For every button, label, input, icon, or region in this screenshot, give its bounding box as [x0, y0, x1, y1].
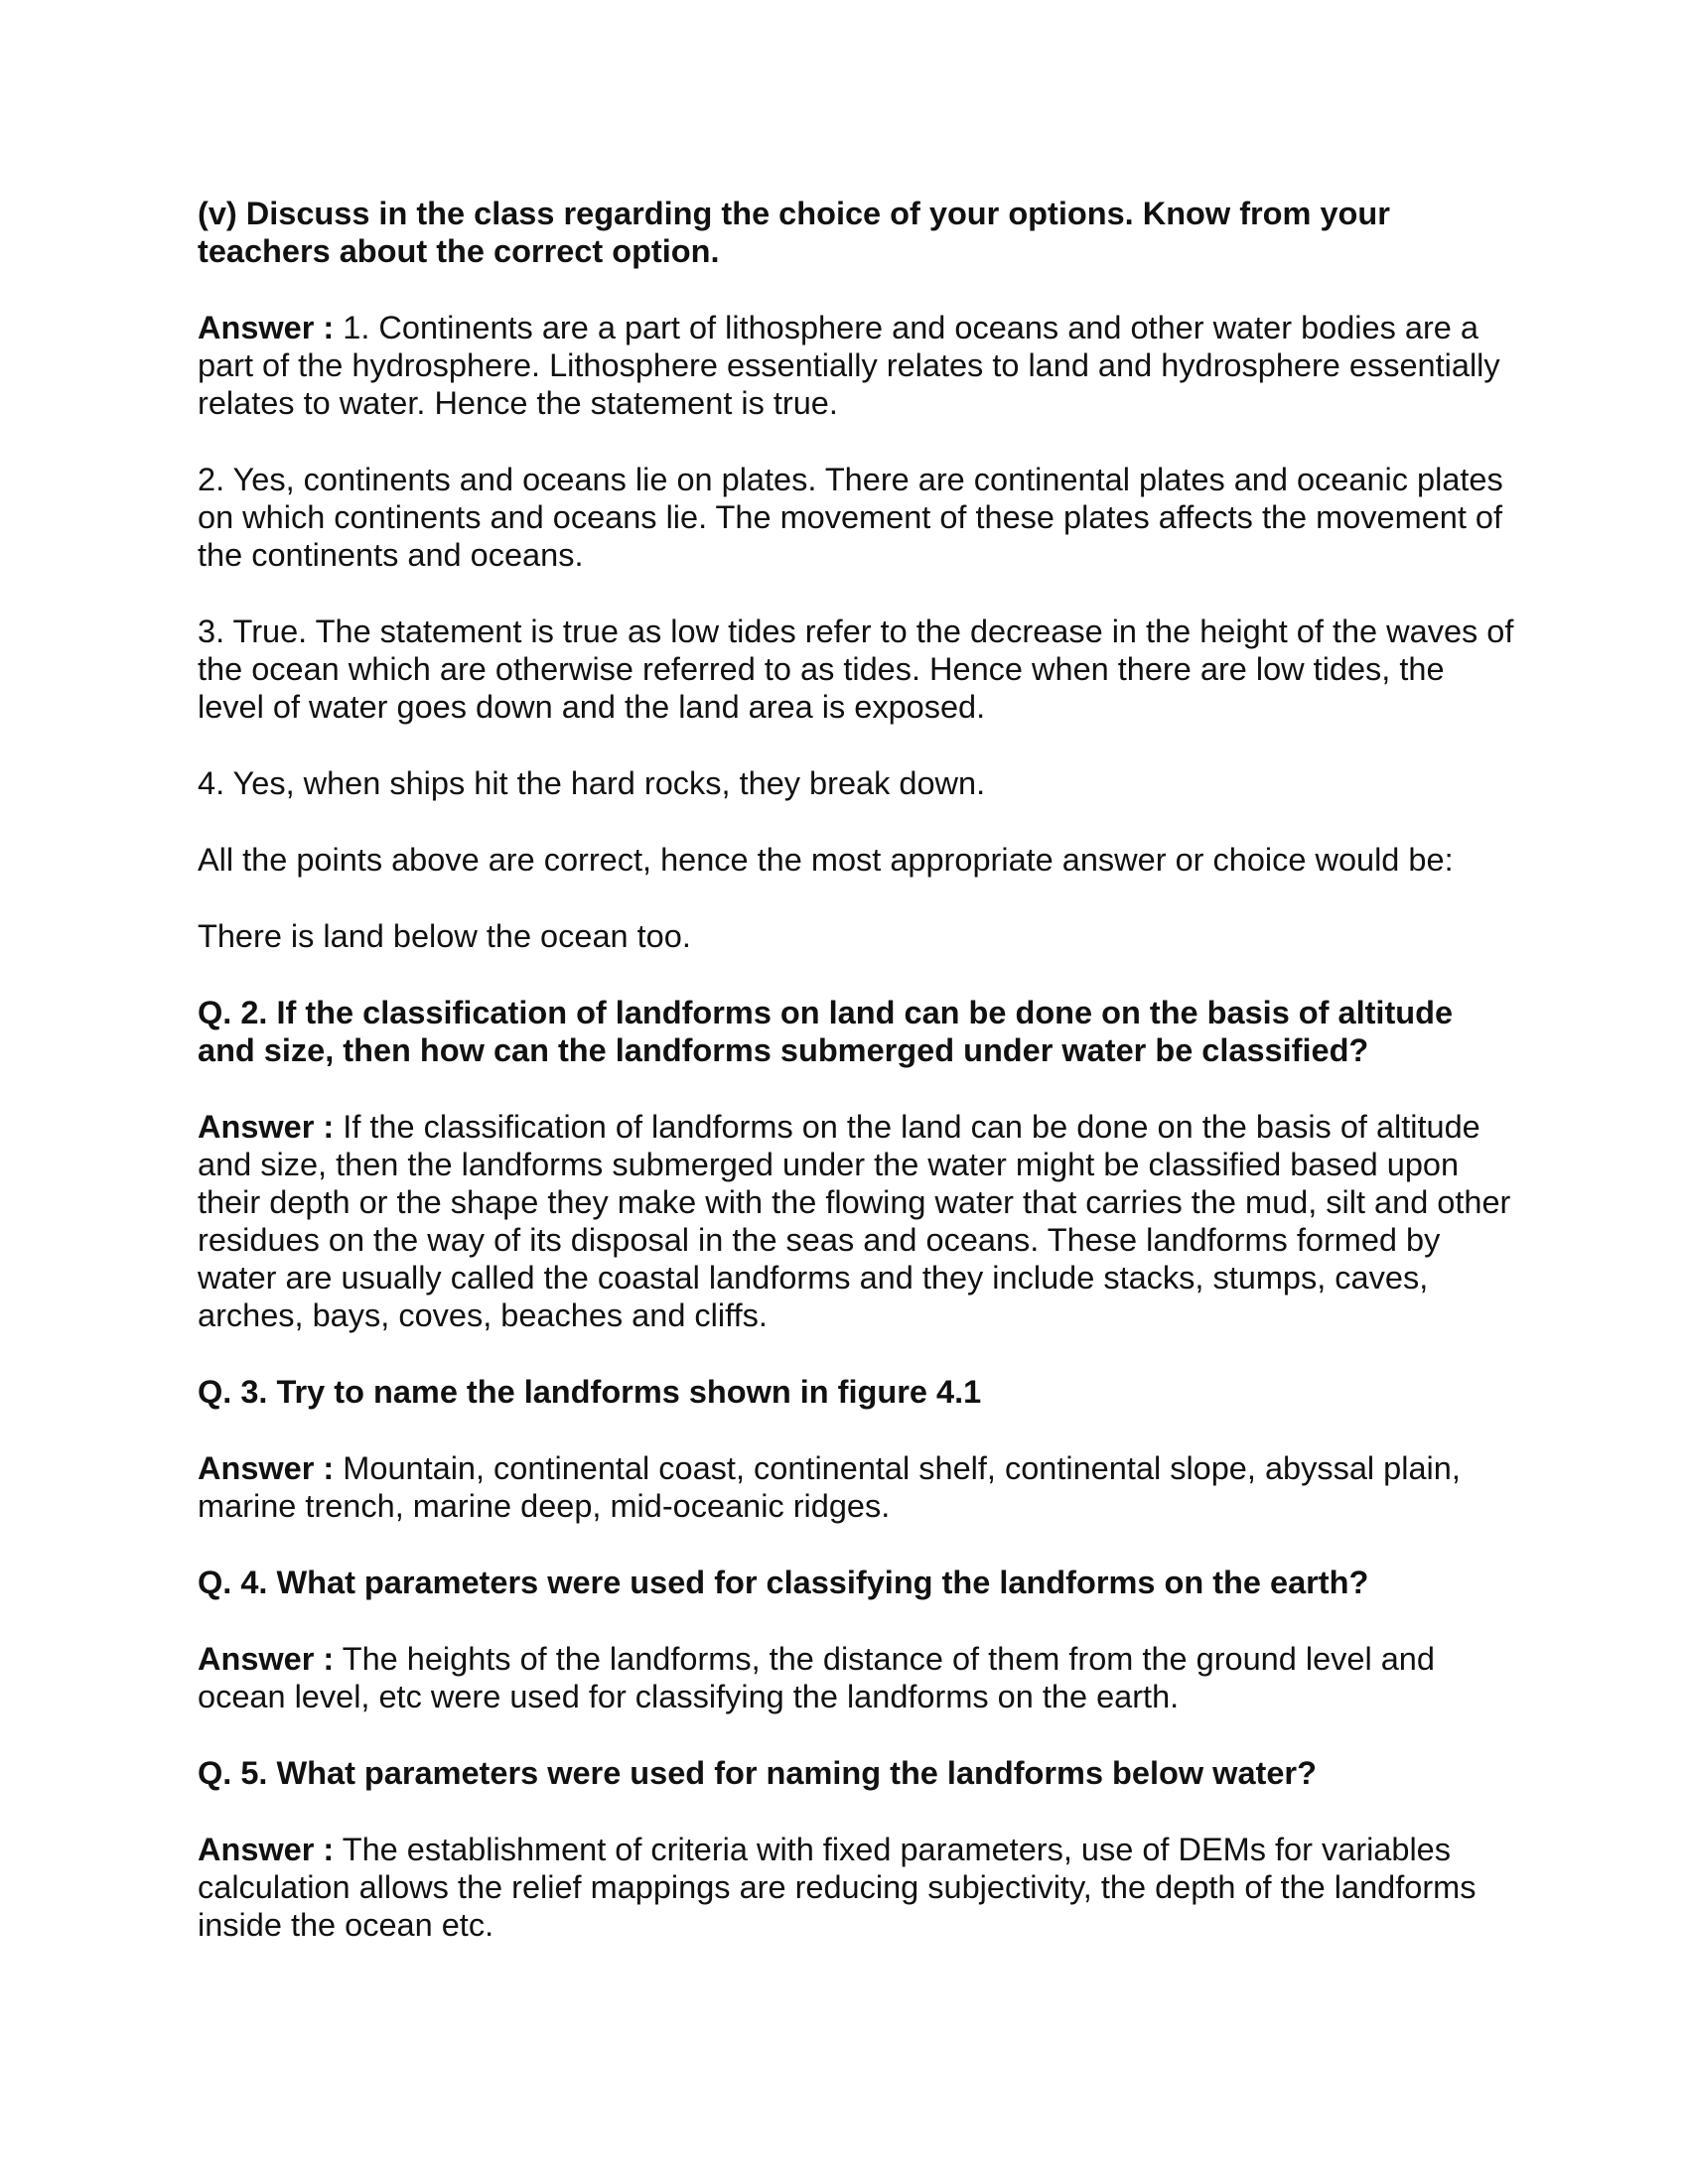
- answer-v-summary: All the points above are correct, hence the most appropriate answer or choice would be:: [198, 842, 1454, 878]
- question-3: Q. 3. Try to name the landforms shown in figure 4.1: [198, 1374, 982, 1410]
- answer-v-point-1: [198, 309, 1518, 422]
- answer-text: If the classification of landforms on the land can be done on the basis of altitude and size, then the landforms submerged under the water might be classified based upon their depth or the shape they make with the flowing water that carries the mud, silt and other residues on the way of its disposal in the seas and oceans. These landforms formed by water are usually called the coastal landforms and they include stacks, stumps, caves, arches, bays, coves, beaches and cliffs.: [198, 1109, 1511, 1333]
- answer-5: [198, 1831, 1518, 1944]
- answer-text: 1. Continents are a part of lithosphere and oceans and other water bodies are a part of the hydrosphere. Lithosphere essentially relates to land and hydrosphere essentially relates to water. Hence the statement is true.: [198, 310, 1500, 421]
- answer-label: Answer :: [198, 1450, 335, 1486]
- answer-text: Mountain, continental coast, continental shelf, continental slope, abyssal plain, marine trench, marine deep, mid-oceanic ridges.: [198, 1450, 1461, 1524]
- answer-v-point-4: 4. Yes, when ships hit the hard rocks, they break down.: [198, 765, 986, 801]
- question-2: Q. 2. If the classification of landforms on land can be done on the basis of altitude and size, then how can the landforms submerged under water be classified?: [198, 995, 1454, 1068]
- answer-v-conclusion: There is land below the ocean too.: [198, 918, 691, 954]
- document-page: [198, 195, 1518, 1982]
- question-v: (v) Discuss in the class regarding the choice of your options. Know from your teachers about the correct option.: [198, 196, 1390, 269]
- answer-label: Answer :: [198, 1641, 335, 1677]
- answer-text: The establishment of criteria with fixed parameters, use of DEMs for variables calculation allows the relief mappings are reducing subjectivity, the depth of the landforms inside the ocean etc.: [198, 1832, 1477, 1943]
- answer-text: The heights of the landforms, the distance of them from the ground level and ocean level, etc were used for classifying the landforms on the earth.: [198, 1641, 1435, 1714]
- answer-label: Answer :: [198, 310, 335, 345]
- answer-3: [198, 1449, 1518, 1525]
- answer-4: [198, 1640, 1518, 1715]
- question-5: Q. 5. What parameters were used for naming the landforms below water?: [198, 1755, 1317, 1791]
- question-4: Q. 4. What parameters were used for classifying the landforms on the earth?: [198, 1565, 1369, 1600]
- answer-label: Answer :: [198, 1109, 335, 1145]
- answer-v-point-2: 2. Yes, continents and oceans lie on plates. There are continental plates and oceanic plates on which continents and oceans lie. The movement of these plates affects the movement of the continents and oceans.: [198, 462, 1503, 573]
- answer-2: [198, 1108, 1518, 1334]
- answer-v-point-3: 3. True. The statement is true as low tides refer to the decrease in the height of the waves of the ocean which are otherwise referred to as tides. Hence when there are low tides, the level of water goes down and the land area is exposed.: [198, 614, 1514, 725]
- answer-label: Answer :: [198, 1832, 335, 1867]
